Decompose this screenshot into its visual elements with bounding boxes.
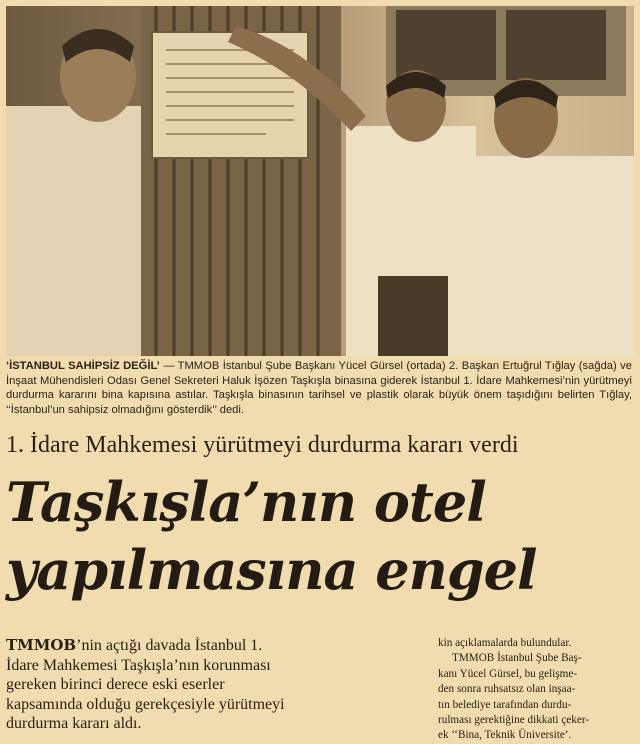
photo-illustration: [6, 6, 634, 356]
article-left-line: İdare Mahkemesi Taşkışla’nın korunması: [6, 656, 271, 674]
photo-caption: [6, 359, 632, 417]
kicker-headline: 1. İdare Mahkemesi yürütmeyi durdurma kararı verdi: [6, 432, 519, 458]
article-right-line: rulması gerektiğine dikkati çeker-: [438, 714, 590, 727]
article-right-line: TMMOB İstanbul Şube Baş-: [452, 652, 582, 665]
article-right-line: tın belediye tarafından durdu-: [438, 698, 572, 711]
news-photo: [6, 6, 634, 356]
article-lead-word: TMMOB: [6, 636, 77, 654]
article-right-line: kin açıklamalarda bulundular.: [438, 637, 572, 649]
article-right-line: den sonra ruhsatsız olan inşaa-: [438, 683, 576, 696]
headline-line-2: yapılmasına engel: [6, 538, 537, 602]
article-left-line: durdurma kararı aldı.: [6, 715, 142, 732]
article-left-line: kapsamında olduğu gerekçesiyle yürütmeyi: [6, 695, 285, 713]
headline-line-1: Taşkışla’nın otel: [6, 470, 486, 534]
article-left-column: [6, 636, 422, 734]
article-left-line: ’nin açtığı davada İstanbul 1.: [76, 637, 263, 654]
article-left-line: gereken birinci derece eski eserler: [6, 676, 225, 693]
caption-body: — TMMOB İstanbul Şube Başkanı Yücel Gürsel (ortada) 2. Başkan Ertuğrul Tığlay (sağda) ve İnşaat Mühendisleri Odası Genel Sekreteri Haluk İşözen Taşkışla binasına giderek İstanbul 1. İdare Mahkemesi’nin yürütmeyi durdurma kararını bina kapısına astılar. Taşkışla binasının tarihsel ve plastik olarak büyük önem taşıdığını belirten Tığlay, ‘‘İstanbul’un sahipsiz olmadığını gösterdik’’ dedi.: [6, 360, 632, 416]
article-right-column: [438, 636, 634, 744]
article-right-line: kanı Yücel Gürsel, bu gelişme-: [438, 667, 578, 680]
main-headline: [6, 468, 636, 604]
caption-lead: ‘İSTANBUL SAHİPSİZ DEĞİL’: [6, 360, 160, 372]
article-right-line: ek ‘‘Bina, Teknik Üniversite’.: [438, 729, 572, 742]
